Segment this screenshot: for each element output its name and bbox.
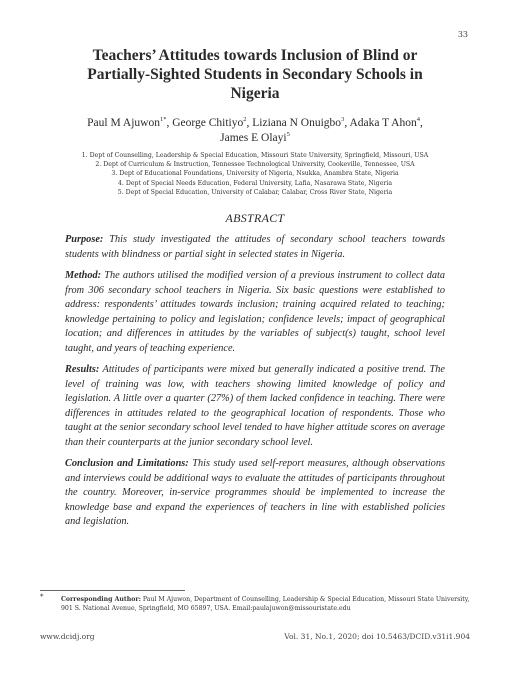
footnote-mark: * [40,593,44,601]
title-line-2: Partially-Sighted Students in Secondary Schools in [87,66,423,83]
author-5: James E Olayi$^5$ [220,131,290,144]
affiliation-3: 3. Dept of Educational Foundations, University of Nigeria, Nsukka, Anambra State, Nigeria [111,170,399,178]
corresponding-author-footnote [40,595,470,613]
footnote-divider [40,590,185,591]
affiliation-2: 2. Dept of Curriculum & Instruction, Tennessee Technological University, Cookeville, Tennessee, USA [95,161,415,169]
results-text: Attitudes of participants were mixed but generally indicated a positive trend. The level of training was low, with teachers showing limited knowledge of policy and legislation. A little over a quarter (27%) of them lacked confidence in teaching. There were differences in attitudes related to the geographical location of respondents. Those who taught at the senior secondary school level tended to have higher attitude scores on average than their counterparts at the junior secondary school level. [65,364,445,448]
author-3: Liziana N Onuigbo$^3$ [252,116,345,129]
affiliation-5: 5. Dept of Special Education, University of Calabar, Calabar, Cross River State, Nigeria [117,188,393,196]
abstract-method [65,269,445,356]
author-list: Paul M Ajuwon$^{1*}$, George Chitiyo$^2$, Liziana N Onuigbo$^3$, Adaka T Ahon$^4$, James E Olayi$^5$ [87,116,423,144]
abstract-body [65,233,445,537]
title-line-3: Nigeria [230,85,280,102]
footnote-text: Paul M Ajuwon, Department of Counselling, Leadership & Special Education, Missouri State University, 901 S. National Avenue, Springfield, MO 65897, USA. Email:paulajuwon@missouristate.edu [61,596,470,612]
abstract-heading: ABSTRACT [225,211,285,225]
footnote-label: Corresponding Author: [61,596,141,603]
abstract-purpose [65,233,445,262]
affiliation-list [40,151,470,197]
affiliation-4: 4. Dept of Special Needs Education, Federal University, Lafia, Nasarawa State, Nigeria [117,179,393,187]
abstract-conclusion [65,457,445,530]
method-label: Method: [65,270,102,281]
author-1: Paul M Ajuwon$^{1*}$ [87,116,167,129]
results-label: Results: [65,364,100,375]
conclusion-text: This study used self-report measures, although observations and interviews could be additional ways to evaluate the attitudes of participants throughout the country. Moreover, in-service programmes should be implemented to increase the knowledge base and expand the experiences of teachers in line with established policies and legislation. [65,458,445,527]
citation-info: Vol. 31, No.1, 2020; doi 10.5463/DCID.v31i1.904 [284,632,470,641]
journal-website: www.dcidj.org [40,632,95,641]
title-line-1: Teachers’ Attitudes towards Inclusion of Blind or [92,47,418,64]
purpose-text: This study investigated the attitudes of secondary school teachers towards students with blindness or partial sight in selected states in Nigeria. [65,234,445,260]
page-number: 33 [457,30,468,39]
author-2: George Chitiyo$^2$ [172,116,247,129]
method-text: The authors utilised the modified version of a previous instrument to collect data from 306 secondary school teachers in Nigeria. Six basic questions were established to address: respondents’ attitudes towards inclusion; training acquired related to teaching; knowledge pertaining to policy and legislation; confidence levels; impact of geographical location; and differences in attitudes by the variables of subject(s) taught, school level taught, and years of teaching experience. [65,270,445,354]
abstract-results [65,363,445,450]
purpose-label: Purpose: [65,234,104,245]
author-4: Adaka T Ahon$^4$ [349,116,420,129]
paper-title [40,46,470,103]
affiliation-1: 1. Dept of Counselling, Leadership & Special Education, Missouri State University, Springfield, Missouri, USA [81,152,429,159]
conclusion-label: Conclusion and Limitations: [65,458,189,469]
